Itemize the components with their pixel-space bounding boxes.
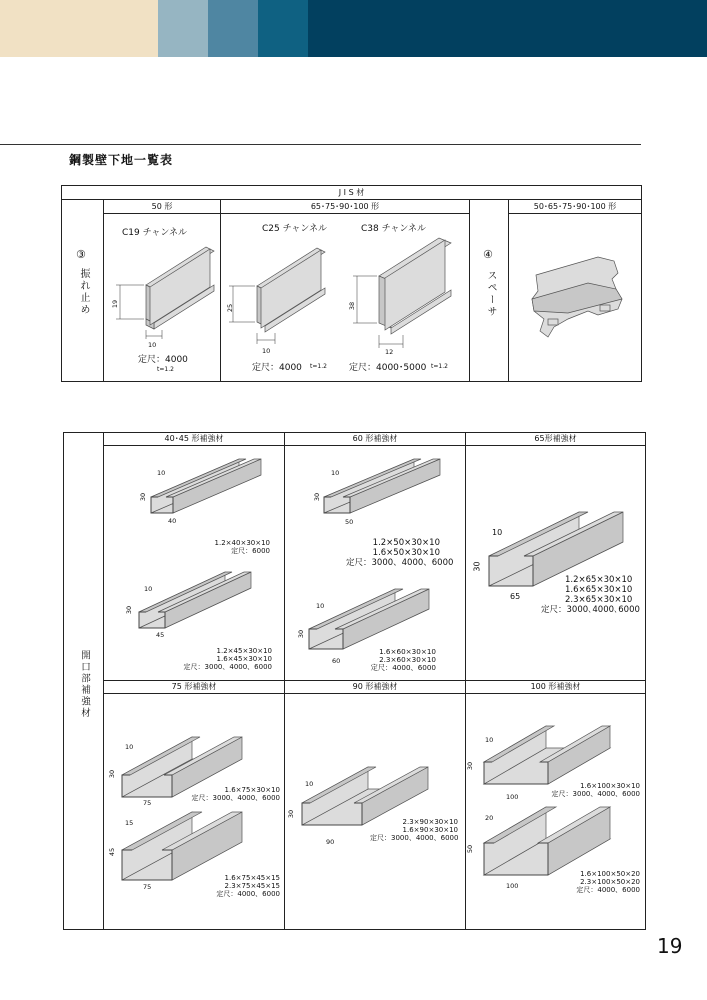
c45-channel-illustration [135, 568, 259, 644]
c25-length: 定尺：4000 [252, 363, 302, 373]
header-rule [0, 144, 641, 145]
c40-width-dim: 40 [168, 517, 177, 525]
spacer-label: スペーサ [485, 270, 496, 318]
c90-spec: 2.3×90×30×10 1.6×90×30×10 定尺：3000、4000、6000 [370, 818, 459, 842]
c90-height-dim: 30 [287, 809, 296, 819]
c100b-height-dim: 50 [466, 844, 475, 854]
c38-height-dim: 38 [348, 301, 357, 311]
page-number: 19 [657, 934, 683, 958]
c60-height-dim: 30 [297, 629, 306, 639]
c75b-height-dim: 45 [108, 847, 117, 857]
c25-width-dim: 10 [262, 347, 271, 355]
c100b-flange-dim: 20 [485, 814, 494, 822]
c25-name: C25 チャンネル [262, 224, 328, 234]
c100a-width-dim: 100 [506, 793, 519, 801]
c38-length: 定尺：4000･5000 [349, 363, 427, 373]
c60-spec: 1.6×60×30×10 2.3×60×30×10 定尺：4000、6000 [370, 647, 436, 672]
c19-name: C19 チャンネル [122, 228, 188, 238]
c75a-height-dim: 30 [108, 769, 117, 779]
c38-name: C38 チャンネル [361, 224, 427, 234]
header-band-4 [258, 0, 308, 57]
header-band-1 [0, 0, 158, 57]
c60-channel-illustration [305, 585, 437, 665]
jis-col2-header: 65･75･90･100 形 [220, 199, 470, 214]
c65-channel-illustration [485, 508, 631, 602]
cell-40-45-header: 40･45 形補強材 [103, 432, 285, 446]
cell-75-header: 75 形補強材 [103, 680, 285, 694]
c65-height-dim: 30 [472, 561, 482, 572]
cell-90-header: 90 形補強材 [284, 680, 466, 694]
furedome-label: 振れ止め [78, 268, 89, 316]
jis-header: J I S 材 [61, 185, 642, 200]
page-title: 鋼製壁下地一覧表 [69, 153, 174, 167]
c50-spec: 1.2×50×30×10 1.6×50×30×10 定尺：3000、4000、6000 [346, 538, 454, 568]
item-number-3: ③ [76, 248, 86, 261]
c50-height-dim: 30 [313, 492, 322, 502]
c45-height-dim: 30 [125, 605, 134, 615]
header-band-3 [208, 0, 258, 57]
c100a-channel-illustration [480, 722, 618, 800]
c50-flange-dim: 10 [331, 469, 340, 477]
c50-width-dim: 50 [345, 518, 354, 526]
c38-width-dim: 12 [385, 348, 394, 356]
c65-spec: 1.2×65×30×10 1.6×65×30×10 2.3×65×30×10 定尺：3000､4000､6000 [541, 575, 640, 615]
c90-width-dim: 90 [326, 838, 335, 846]
c75b-spec: 1.6×75×45×15 2.3×75×45×15 定尺：4000、6000 [216, 874, 280, 898]
c25-thickness: t=1.2 [310, 363, 327, 370]
item-number-4: ④ [483, 248, 493, 261]
c25-channel-illustration [225, 240, 335, 350]
cell-100-header: 100 形補強材 [465, 680, 646, 694]
c75a-spec: 1.6×75×30×10 定尺：3000、4000、6000 [191, 786, 280, 802]
jis-col3-header: 50･65･75･90･100 形 [508, 199, 642, 214]
c100b-width-dim: 100 [506, 882, 519, 890]
c75a-channel-illustration [118, 733, 250, 813]
c60-flange-dim: 10 [316, 602, 325, 610]
c19-channel-illustration [110, 245, 215, 340]
c75a-width-dim: 75 [143, 799, 152, 807]
cell-60-header: 60 形補強材 [284, 432, 466, 446]
c100b-channel-illustration [480, 803, 618, 891]
c65-width-dim: 65 [510, 592, 521, 601]
c19-width-dim: 10 [148, 341, 157, 349]
header-band-5 [308, 0, 707, 57]
c75b-flange-dim: 15 [125, 819, 134, 827]
c100a-flange-dim: 10 [485, 736, 494, 744]
c45-flange-dim: 10 [144, 585, 153, 593]
c75a-flange-dim: 10 [125, 743, 134, 751]
jis-col1-header: 50 形 [103, 199, 221, 214]
c19-length: 定尺：4000 [138, 355, 188, 365]
c100a-height-dim: 30 [466, 761, 475, 771]
c40-flange-dim: 10 [157, 469, 166, 477]
c25-height-dim: 25 [226, 303, 235, 313]
c65-flange-dim: 10 [492, 528, 503, 537]
c90-channel-illustration [298, 763, 436, 841]
cell-65-header: 65形補強材 [465, 432, 646, 446]
c50-channel-illustration [320, 455, 448, 529]
c45-spec: 1.2×45×30×10 1.6×45×30×10 定尺：3000、4000、6000 [183, 647, 272, 671]
c75b-channel-illustration [118, 808, 250, 896]
spacer-illustration [528, 255, 628, 340]
c38-channel-illustration [347, 236, 462, 351]
c19-height-dim: 19 [111, 299, 120, 309]
c40-spec: 1.2×40×30×10 定尺：6000 [214, 539, 270, 555]
c75b-width-dim: 75 [143, 883, 152, 891]
c60-width-dim: 60 [332, 657, 341, 665]
header-band-2 [158, 0, 208, 57]
c38-thickness: t=1.2 [431, 363, 448, 370]
opening-label: 開口部補強材 [79, 650, 90, 719]
c100a-spec: 1.6×100×30×10 定尺：3000、4000、6000 [551, 782, 640, 798]
c90-flange-dim: 10 [305, 780, 314, 788]
c100b-spec: 1.6×100×50×20 2.3×100×50×20 定尺：4000、6000 [576, 870, 640, 894]
c40-channel-illustration [147, 455, 269, 529]
c45-width-dim: 45 [156, 631, 165, 639]
c40-height-dim: 30 [139, 492, 148, 502]
c19-thickness: t=1.2 [157, 366, 174, 373]
